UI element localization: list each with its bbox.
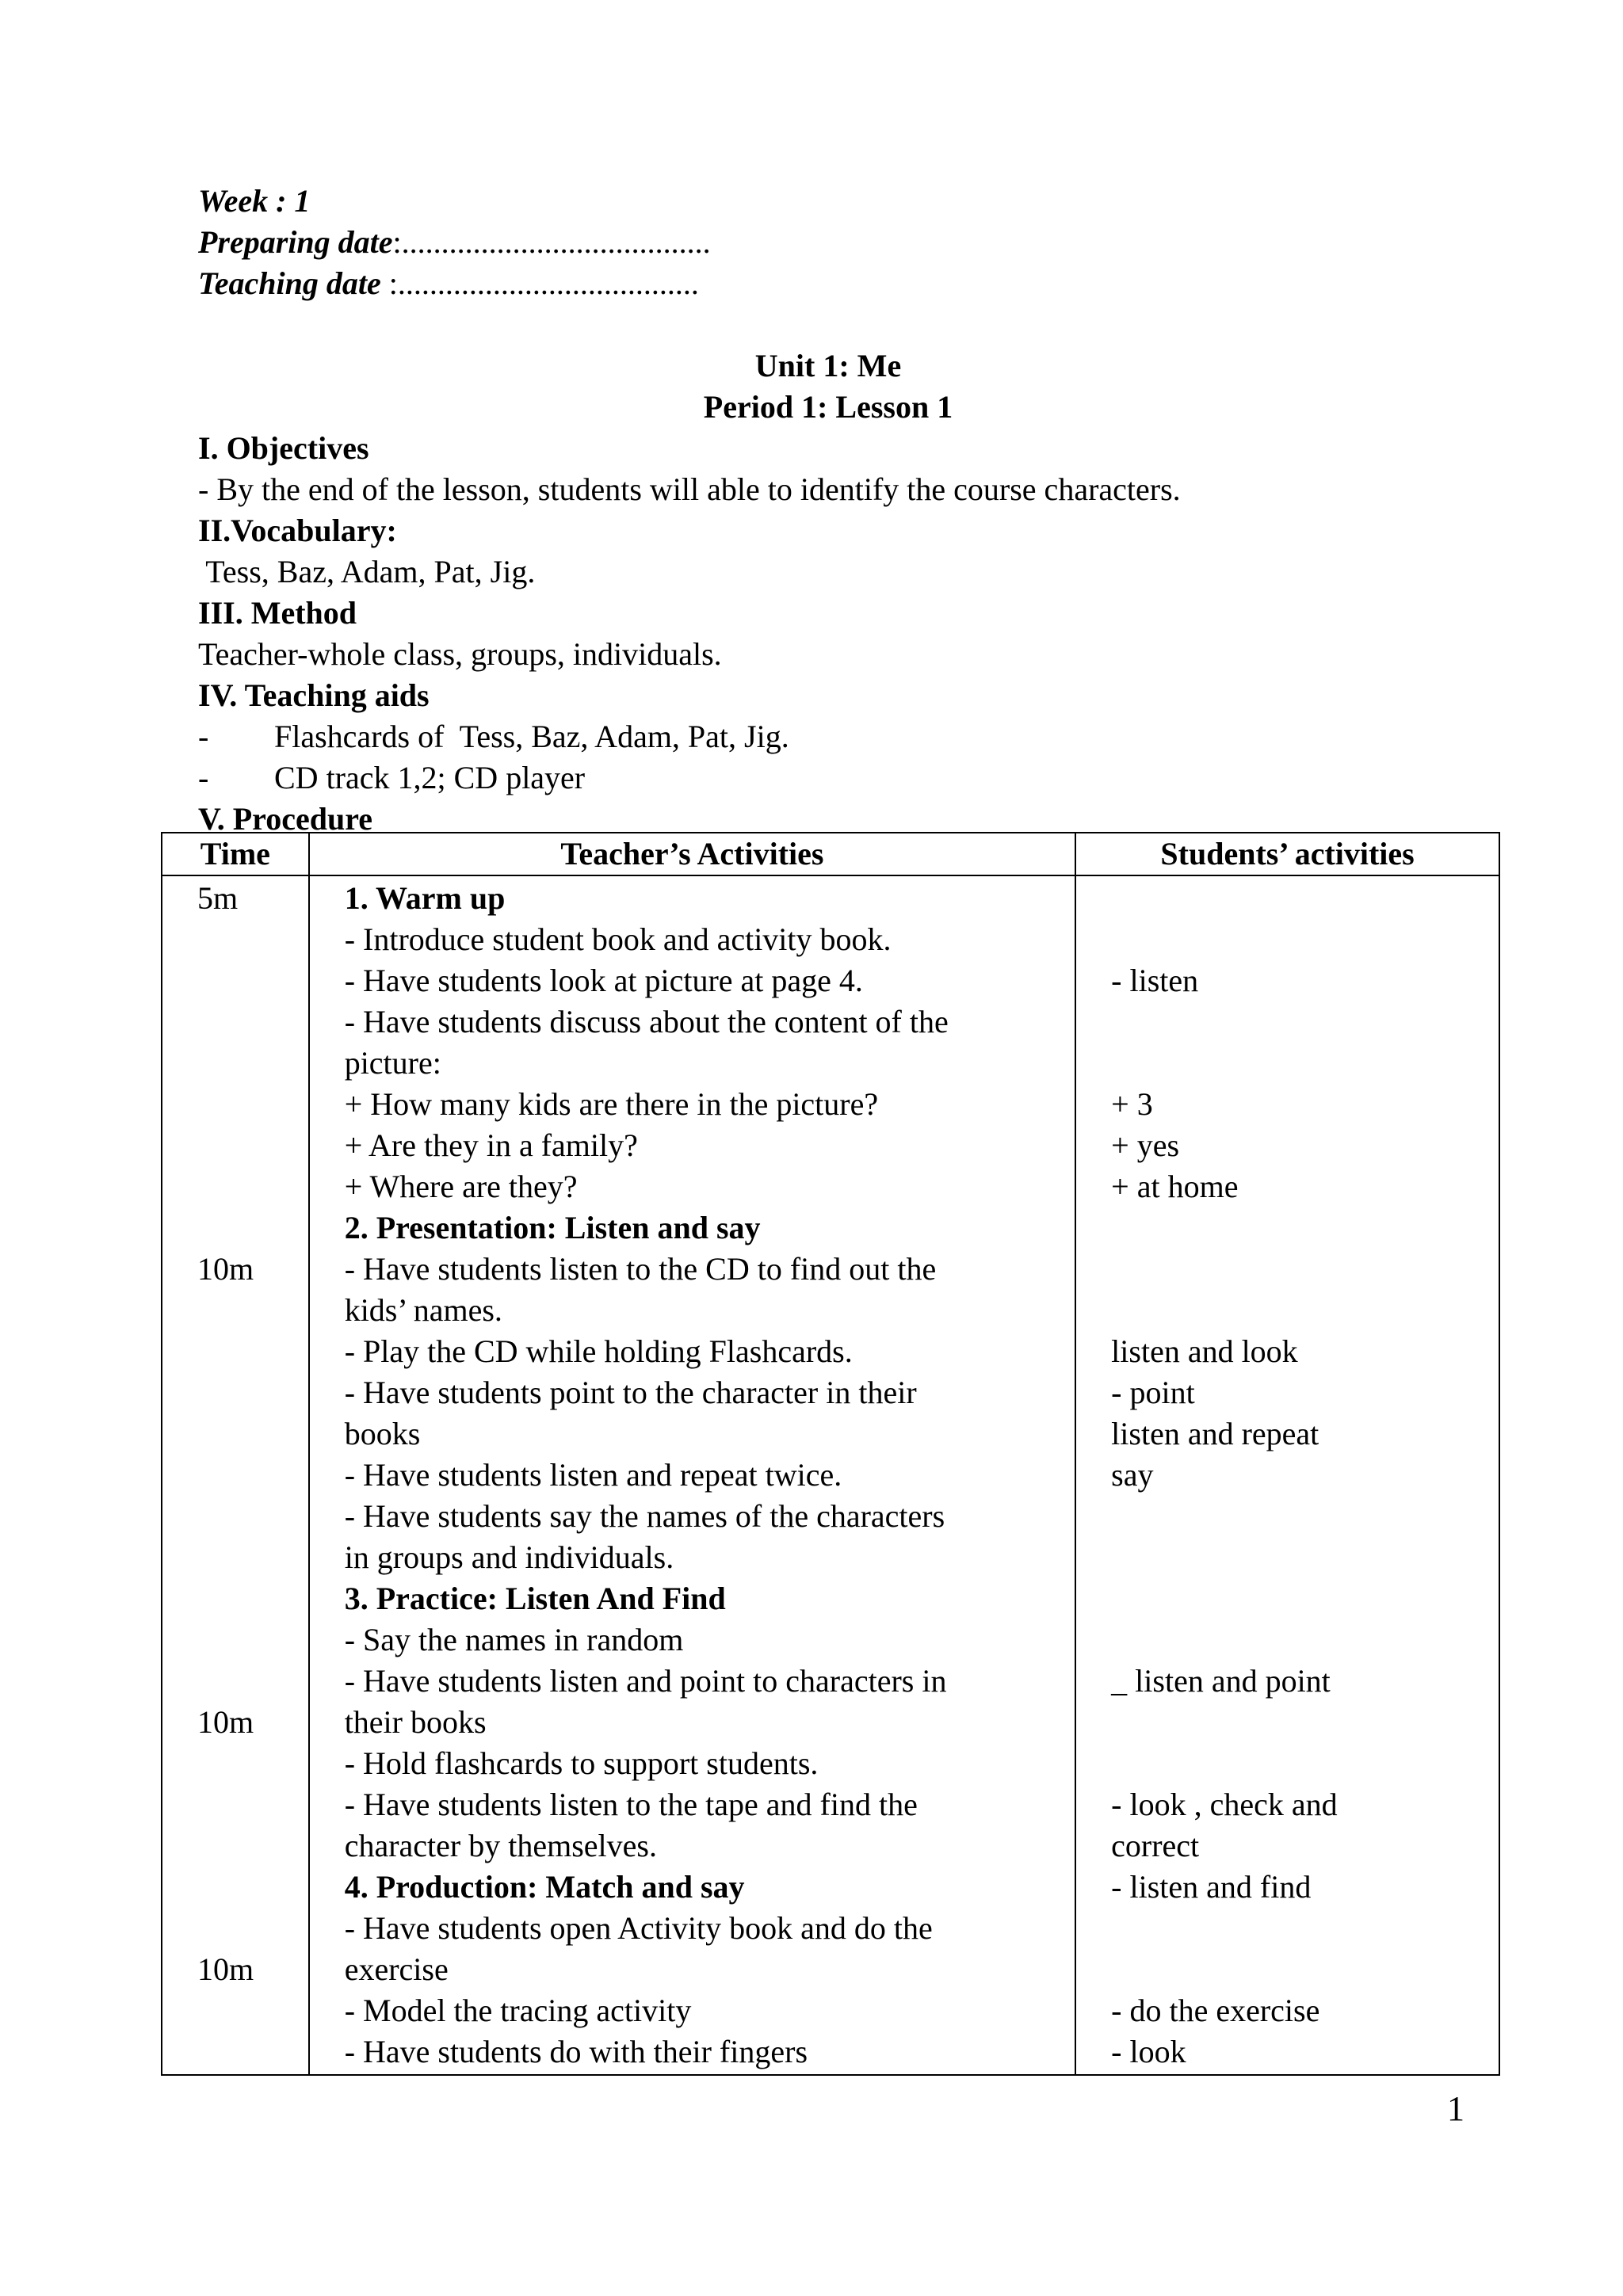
teacher-activity-line: + Where are they? (344, 1169, 578, 1204)
method-heading: III. Method (198, 595, 357, 631)
teacher-activity-line: + Are they in a family? (344, 1127, 638, 1163)
teaching-date-label: Teaching date (198, 265, 389, 301)
teacher-activity-line: in groups and individuals. (344, 1539, 674, 1575)
student-activity-line: - listen (1111, 963, 1199, 998)
teaching-date-dots: :...................................... (388, 265, 699, 301)
teacher-activity-line: - Have students point to the character in their (344, 1375, 917, 1410)
student-activity-line: - point (1111, 1375, 1195, 1410)
student-activity-line: listen and repeat (1111, 1416, 1319, 1451)
teacher-lines (310, 876, 1075, 2074)
teaching-aid-item (198, 716, 789, 757)
teacher-activity-line: + How many kids are there in the picture? (344, 1086, 879, 1122)
method-text: Teacher-whole class, groups, individuals. (198, 636, 722, 672)
teaching-aid-item (198, 757, 585, 799)
time-value: 10m (197, 1704, 254, 1740)
header-teacher-activities: Teacher’s Activities (309, 833, 1075, 875)
student-activity-line: + 3 (1111, 1086, 1153, 1122)
student-activity-line: _ listen and point (1111, 1663, 1331, 1699)
teacher-activity-line: - Have students discuss about the content of the (344, 1004, 949, 1039)
list-dash: - (198, 760, 209, 795)
teacher-activity-line: - Play the CD while holding Flashcards. (344, 1333, 853, 1369)
time-value: 10m (197, 1951, 254, 1987)
teacher-activity-line: - Have students listen to the tape and find the (344, 1787, 918, 1822)
header-time: Time (162, 833, 309, 875)
teacher-activity-line: - Have students say the names of the characters (344, 1498, 945, 1534)
time-lines (162, 876, 308, 1992)
teacher-cell (309, 875, 1075, 2075)
time-cell (162, 875, 309, 2075)
page-number: 1 (1447, 2089, 1465, 2128)
student-activity-line: - do the exercise (1111, 1993, 1320, 2028)
teacher-activity-line: 2. Presentation: Listen and say (344, 1210, 761, 1245)
header-students-activities: Students’ activities (1075, 833, 1499, 875)
teacher-activity-line: - Have students listen and repeat twice. (344, 1457, 842, 1493)
preparing-date (198, 222, 711, 263)
teacher-activity-line: - Have students look at picture at page 4. (344, 963, 863, 998)
teacher-activity-line: character by themselves. (344, 1828, 657, 1863)
teacher-activity-line: their books (344, 1704, 487, 1740)
procedure-heading: V. Procedure (198, 801, 372, 837)
teacher-activity-line: - Have students do with their fingers (344, 2034, 808, 2069)
student-activity-line: - listen and find (1111, 1869, 1312, 1905)
teacher-activity-line: - Have students listen to the CD to find out the (344, 1251, 937, 1287)
teacher-activity-line: - Have students open Activity book and do the (344, 1910, 933, 1946)
teacher-activity-line: 1. Warm up (344, 880, 506, 916)
objectives-heading: I. Objectives (198, 430, 369, 466)
teacher-activity-line: - Hold flashcards to support students. (344, 1745, 819, 1781)
teacher-activity-line: picture: (344, 1045, 441, 1081)
time-value: 10m (197, 1251, 254, 1287)
teacher-activity-line: - Introduce student book and activity book. (344, 921, 892, 957)
student-activity-line: say (1111, 1457, 1154, 1493)
table-row (162, 875, 1499, 2075)
teaching-aids-heading: IV. Teaching aids (198, 677, 430, 713)
period-title: Period 1: Lesson 1 (703, 389, 953, 425)
week-label: Week : 1 (198, 183, 311, 219)
teaching-aid-text: Flashcards of Tess, Baz, Adam, Pat, Jig. (274, 719, 789, 754)
unit-title: Unit 1: Me (754, 348, 902, 383)
teaching-aid-text: CD track 1,2; CD player (274, 760, 586, 795)
student-activity-line: + at home (1111, 1169, 1239, 1204)
preparing-date-label: Preparing date (198, 224, 393, 260)
vocabulary-text: Tess, Baz, Adam, Pat, Jig. (198, 554, 536, 589)
teacher-activity-line: exercise (344, 1951, 449, 1987)
student-activity-line: - look , check and (1111, 1787, 1338, 1822)
teaching-date (198, 263, 699, 304)
teacher-activity-line: 4. Production: Match and say (344, 1869, 745, 1905)
preparing-date-dots: :....................................... (392, 224, 711, 260)
student-activity-line: listen and look (1111, 1333, 1298, 1369)
student-activity-line: - look (1111, 2034, 1186, 2069)
student-cell (1075, 875, 1499, 2075)
procedure-table (161, 832, 1500, 2076)
teacher-activity-line: - Say the names in random (344, 1622, 684, 1657)
teacher-activity-line: - Model the tracing activity (344, 1993, 692, 2028)
vocabulary-heading: II.Vocabulary: (198, 513, 397, 548)
time-value: 5m (197, 880, 239, 916)
teacher-activity-line: - Have students listen and point to characters in (344, 1663, 947, 1699)
student-activity-line: correct (1111, 1828, 1200, 1863)
student-activity-line: + yes (1111, 1127, 1180, 1163)
list-dash: - (198, 719, 209, 754)
table-header-row (162, 833, 1499, 875)
teacher-activity-line: 3. Practice: Listen And Find (344, 1581, 726, 1616)
objectives-text: - By the end of the lesson, students will able to identify the course characters. (198, 471, 1181, 507)
teacher-activity-line: books (344, 1416, 421, 1451)
student-lines (1076, 876, 1499, 2074)
teacher-activity-line: kids’ names. (344, 1292, 502, 1328)
